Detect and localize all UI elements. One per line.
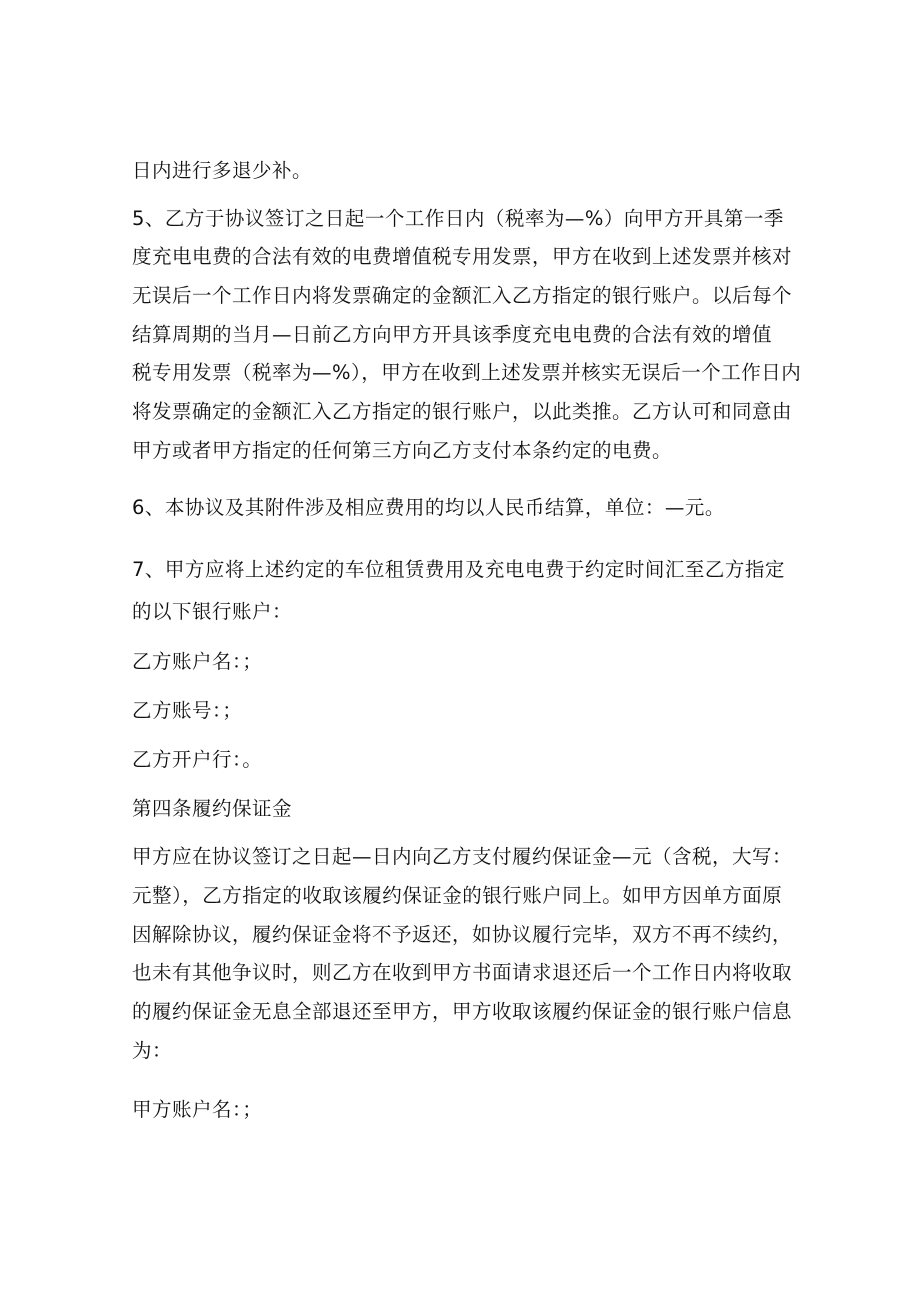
party-a-account-name: 甲方账户名：； — [132, 1098, 263, 1121]
clause-5-line-1: 5、乙方于协议签订之日起一个工作日内（税率为—%）向甲方开具第一季 — [132, 207, 784, 230]
clause-7-line-2: 的以下银行账户： — [132, 600, 293, 623]
clause-5-line-7: 甲方或者甲方指定的任何第三方向乙方支付本条约定的电费。 — [132, 439, 673, 462]
deposit-line-2: 元整），乙方指定的收取该履约保证金的银行账户同上。如甲方因单方面原 — [132, 884, 783, 907]
clause-5-line-6: 将发票确定的金额汇入乙方指定的银行账户，以此类推。乙方认可和同意由 — [132, 400, 793, 423]
clause-7-line-1: 7、甲方应将上述约定的车位租赁费用及充电电费于约定时间汇至乙方指定 — [132, 558, 785, 581]
text-line: 日内进行多退少补。 — [132, 159, 313, 182]
deposit-line-5: 的履约保证金无息全部退还至甲方，甲方收取该履约保证金的银行账户信息 — [132, 1000, 793, 1023]
deposit-line-4: 也未有其他争议时，则乙方在收到甲方书面请求退还后一个工作日内将收取 — [132, 961, 793, 984]
clause-5-line-2: 度充电电费的合法有效的电费增值税专用发票，甲方在收到上述发票并核对 — [132, 245, 793, 268]
deposit-line-6: 为： — [132, 1039, 173, 1062]
party-b-account-name: 乙方账户名：； — [132, 650, 263, 673]
party-b-account-number: 乙方账号：； — [132, 699, 243, 722]
clause-6-line: 6、本协议及其附件涉及相应费用的均以人民币结算，单位：—元。 — [132, 496, 725, 519]
deposit-line-1: 甲方应在协议签订之日起—日内向乙方支付履约保证金—元（含税，大写： — [132, 845, 793, 868]
clause-5-line-5: 税专用发票（税率为—%），甲方在收到上述发票并核实无误后一个工作日内 — [132, 361, 802, 384]
clause-5-line-4: 结算周期的当月—日前乙方向甲方开具该季度充电电费的合法有效的增值 — [132, 323, 773, 346]
deposit-line-3: 因解除协议，履约保证金将不予返还，如协议履行完毕，双方不再不续约， — [132, 923, 793, 946]
clause-5-line-3: 无误后一个工作日内将发票确定的金额汇入乙方指定的银行账户。以后每个 — [132, 284, 793, 307]
article-4-heading: 第四条履约保证金 — [132, 797, 293, 820]
party-b-bank: 乙方开户行：。 — [132, 748, 263, 771]
